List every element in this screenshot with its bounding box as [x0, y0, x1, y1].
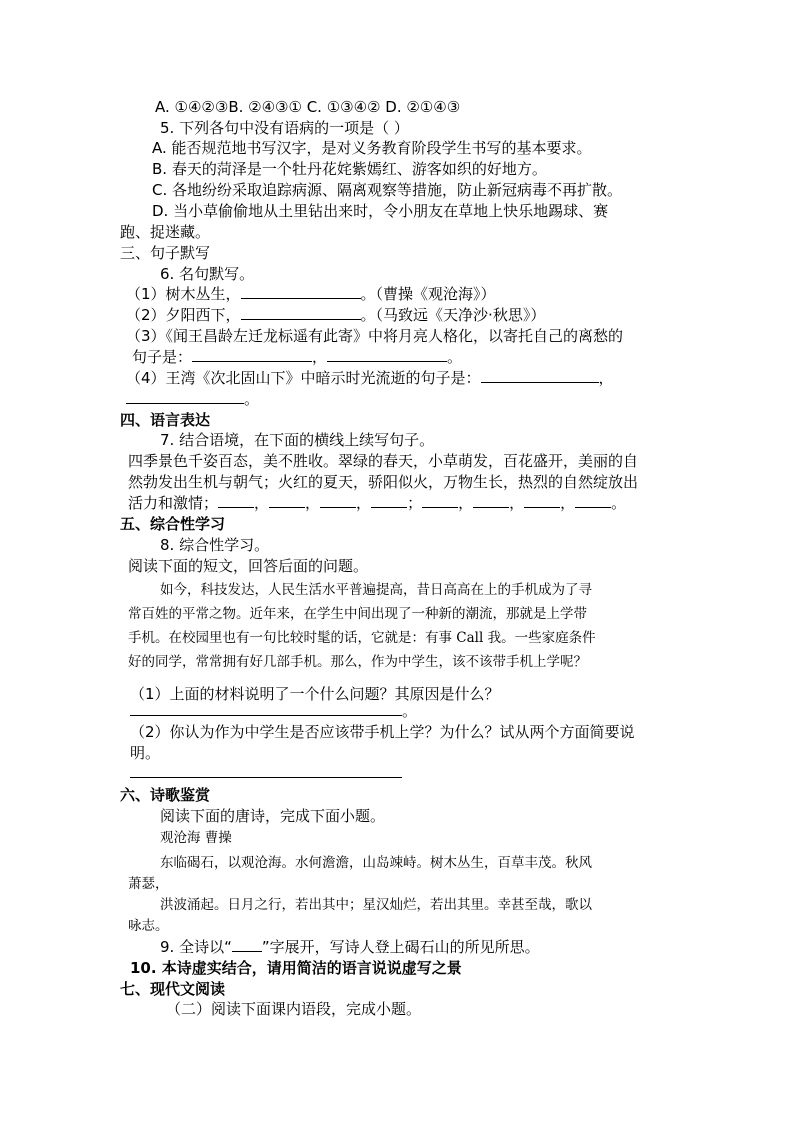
passage-line-4: 好的同学，常常拥有好几部手机。那么，作为中学生，该不该带手机上学呢？ [128, 654, 587, 670]
q10: 10. 本诗虚实结合，请用简洁的语言说说虚写之景 [130, 959, 462, 977]
section-3-heading: 三、句子默写 [120, 244, 211, 262]
poem-line-3: 洪波涌起。日月之行，若出其中；星汉灿烂，若出其里。幸甚至哉，歌以 [160, 897, 592, 913]
q4-options: A. ①④②③B. ②④③① C. ①③④② D. ②①④③ [155, 98, 461, 116]
q6-2-text: （2）夕阳西下， [126, 306, 241, 324]
comma: ， [560, 494, 576, 512]
q7-text-1: 四季景色千姿百态，美不胜收。翠绿的春天，小草萌发，百花盛开，美丽的自 [128, 452, 639, 470]
q5-option-d-cont: 跑、捉迷藏。 [120, 223, 211, 241]
q6-item-4 [126, 368, 614, 388]
q5-option-c: C. 各地纷纷采取追踪病源、隔离观察等措施，防止新冠病毒不再扩散。 [152, 181, 623, 199]
q8-sub-1: （1）上面的材料说明了一个什么问题？其原因是什么？ [130, 685, 500, 703]
period: 。 [447, 348, 463, 366]
answer-blank[interactable] [473, 493, 509, 508]
q6-4-text: （4）王湾《次北固山下》中暗示时光流逝的句子是： [126, 369, 481, 387]
poem-line-2: 萧瑟， [128, 876, 169, 892]
q6-item-4-cont [126, 389, 259, 409]
answer-blank[interactable] [371, 493, 407, 508]
answer-blank[interactable] [126, 389, 244, 404]
answer-line[interactable] [130, 777, 402, 778]
q9 [160, 937, 540, 957]
answer-blank[interactable] [130, 701, 402, 716]
section-7-heading: 七、现代文阅读 [120, 980, 226, 998]
answer-blank[interactable] [524, 493, 560, 508]
answer-blank[interactable] [218, 493, 254, 508]
q6-2-source: 。（马致远《天净沙·秋思》） [360, 306, 546, 324]
q6-stem: 6. 名句默写。 [160, 265, 255, 283]
q6-item-1 [126, 284, 496, 304]
comma: ， [305, 494, 321, 512]
comma: ， [509, 494, 525, 512]
q6-item-3: （3）《闻王昌龄左迁龙标遥有此寄》中将月亮人格化，以寄托自己的离愁的 [126, 327, 624, 345]
section-5-heading: 五、综合性学习 [120, 515, 226, 533]
poem-title: 观沧海 曹操 [160, 830, 232, 846]
q9-tail: ”字展开，写诗人登上碣石山的所见所思。 [261, 938, 540, 956]
poem-line-1: 东临碣石，以观沧海。水何澹澹，山岛竦峙。树木丛生，百草丰茂。秋风 [160, 855, 592, 871]
answer-blank[interactable] [481, 368, 599, 383]
semicolon: ； [407, 494, 423, 512]
q8-instruction: 阅读下面的短文，回答后面的问题。 [128, 557, 369, 575]
answer-blank[interactable] [422, 493, 458, 508]
q8-sub-2: （2）你认为作为中学生是否应该带手机上学？为什么？试从两个方面简要说 [130, 723, 635, 741]
answer-blank[interactable] [241, 305, 361, 320]
q7-text-3-lead: 活力和激情； [128, 494, 219, 512]
poem-line-4: 咏志。 [128, 918, 169, 934]
q7-text-3 [128, 493, 626, 513]
q5-option-d: D. 当小草偷偷地从土里钻出来时，令小朋友在草地上快乐地踢球、赛 [152, 202, 609, 220]
q5-option-a: A. 能否规范地书写汉字，是对义务教育阶段学生书写的基本要求。 [152, 139, 592, 157]
q5-option-b: B. 春天的菏泽是一个牡丹花姹紫嫣红、游客如织的好地方。 [152, 160, 547, 178]
section-4-heading: 四、语言表达 [120, 411, 211, 429]
section-7-instruction: （二）阅读下面课内语段，完成小题。 [166, 1000, 422, 1018]
q6-3-label: 句子是： [132, 348, 193, 366]
q7-text-2: 然勃发出生机与朝气；火红的夏天，骄阳似火，万物生长，热烈的自然绽放出 [128, 473, 639, 491]
passage-line-1: 如今，科技发达，人民生活水平普遍提高，昔日高高在上的手机成为了寻 [160, 582, 592, 598]
answer-blank[interactable] [575, 493, 611, 508]
q8-sub-1-answer [130, 701, 417, 721]
q6-item-3-answer [132, 347, 462, 367]
passage-line-2: 常百姓的平常之物。近年来，在学生中间出现了一种新的潮流，那就是上学带 [128, 606, 587, 622]
q8-stem: 8. 综合性学习。 [160, 536, 270, 554]
comma: ， [254, 494, 270, 512]
q6-1-source: 。（曹操《观沧海》） [360, 285, 496, 303]
answer-blank[interactable] [327, 347, 447, 362]
q5-stem: 5. 下列各句中没有语病的一项是（ ） [160, 119, 409, 137]
passage-line-3: 手机。在校园里也有一句比较时髦的话，它就是：有事 Call 我。一些家庭条件 [128, 630, 596, 646]
q7-stem: 7. 结合语境，在下面的横线上续写句子。 [160, 431, 435, 449]
q9-lead: 9. 全诗以“ [160, 938, 232, 956]
answer-blank[interactable] [232, 937, 262, 952]
q6-item-2 [126, 305, 545, 325]
answer-blank[interactable] [269, 493, 305, 508]
comma: ， [458, 494, 474, 512]
answer-blank[interactable] [241, 284, 361, 299]
poem-instruction: 阅读下面的唐诗，完成下面小题。 [160, 807, 386, 825]
period: 。 [244, 390, 260, 408]
q8-sub-2-cont: 明。 [130, 744, 161, 762]
answer-blank[interactable] [320, 493, 356, 508]
period: 。 [402, 702, 418, 720]
comma: ， [598, 369, 614, 387]
answer-blank[interactable] [192, 347, 312, 362]
section-6-heading: 六、诗歌鉴赏 [120, 786, 211, 804]
comma: ， [312, 348, 328, 366]
q6-1-text: （1）树木丛生， [126, 285, 241, 303]
period: 。 [611, 494, 627, 512]
comma: ， [356, 494, 372, 512]
